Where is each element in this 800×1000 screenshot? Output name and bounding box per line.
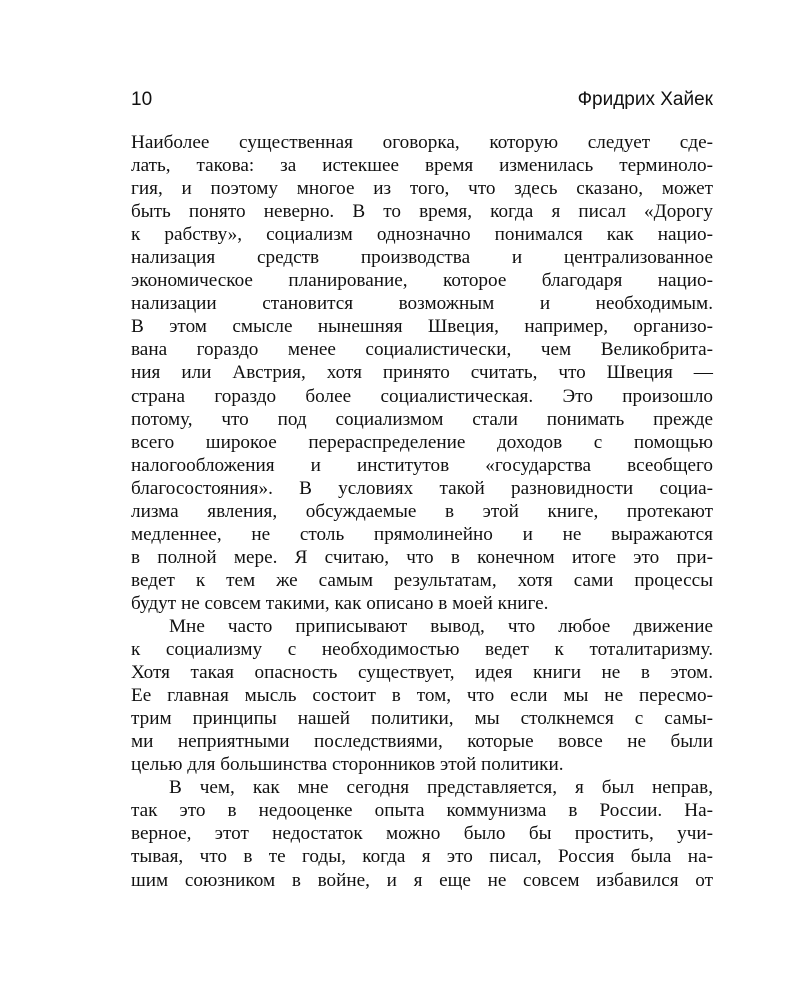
text-line: целью для большинства сторонников этой политики.	[131, 754, 564, 776]
text-line: налогообложения и институтов «государства всеобщего	[131, 454, 713, 476]
text-line: В чем, как мне сегодня представляется, я был неправ,	[169, 777, 713, 799]
text-line: быть понято неверно. В то время, когда я писал «Дорогу	[131, 201, 713, 223]
text-line: медленнее, не столь прямолинейно и не выражаются	[131, 523, 713, 545]
text-line: В этом смысле нынешняя Швеция, например, организо-	[131, 316, 713, 338]
text-line: благосостояния». В условиях такой разновидности социа-	[131, 477, 713, 499]
text-line: к социализму с необходимостью ведет к тоталитаризму.	[131, 639, 713, 661]
text-line: будут не совсем такими, как описано в моей книге.	[131, 592, 549, 614]
text-line: Наиболее существенная оговорка, которую следует сде-	[131, 132, 713, 153]
text-line: нализации становится возможным и необходимым.	[131, 293, 713, 315]
book-author: Фридрих Хайек	[577, 89, 713, 110]
text-line: Хотя такая опасность существует, идея книги не в этом.	[131, 662, 713, 684]
text-line: верное, этот недостаток можно было бы простить, учи-	[131, 823, 713, 845]
text-line: трим принципы нашей политики, мы столкнемся с самы-	[131, 708, 713, 730]
paragraph	[131, 615, 713, 776]
text-line: гия, и поэтому многое из того, что здесь сказано, может	[131, 178, 713, 200]
text-line: шим союзником в войне, и я еще не совсем избавился от	[131, 869, 713, 891]
text-line: страна гораздо более социалистическая. Это произошло	[131, 385, 713, 407]
text-line: потому, что под социализмом стали понимать прежде	[131, 408, 713, 430]
text-line: ми неприятными последствиями, которые вовсе не были	[131, 731, 713, 753]
text-line: вана гораздо менее социалистически, чем Великобрита-	[131, 339, 713, 361]
text-line: Ее главная мысль состоит в том, что если мы не пересмо-	[131, 685, 713, 707]
body-text	[131, 131, 713, 892]
text-line: нализация средств производства и централизованное	[131, 247, 713, 269]
text-line: к рабству», социализм однозначно понимался как нацио-	[131, 224, 713, 246]
running-head	[131, 89, 713, 113]
paragraph	[131, 131, 713, 615]
text-line: тывая, что в те годы, когда я это писал, Россия была на-	[131, 846, 713, 868]
text-line: Мне часто приписывают вывод, что любое движение	[169, 615, 713, 637]
text-line: ведет к тем же самым результатам, хотя сами процессы	[131, 569, 713, 591]
page-number: 10	[131, 89, 153, 110]
text-line: всего широкое перераспределение доходов с помощью	[131, 431, 713, 453]
text-line: экономическое планирование, которое благодаря нацио-	[131, 270, 713, 292]
paragraph	[131, 776, 713, 891]
text-line: лизма явления, обсуждаемые в этой книге, протекают	[131, 500, 713, 522]
text-line: в полной мере. Я считаю, что в конечном итоге это при-	[131, 546, 713, 568]
text-line: так это в недооценке опыта коммунизма в России. На-	[131, 800, 713, 822]
text-line: ния или Австрия, хотя принято считать, что Швеция —	[131, 362, 713, 384]
text-line: лать, такова: за истекшее время изменилась терминоло-	[131, 155, 713, 177]
